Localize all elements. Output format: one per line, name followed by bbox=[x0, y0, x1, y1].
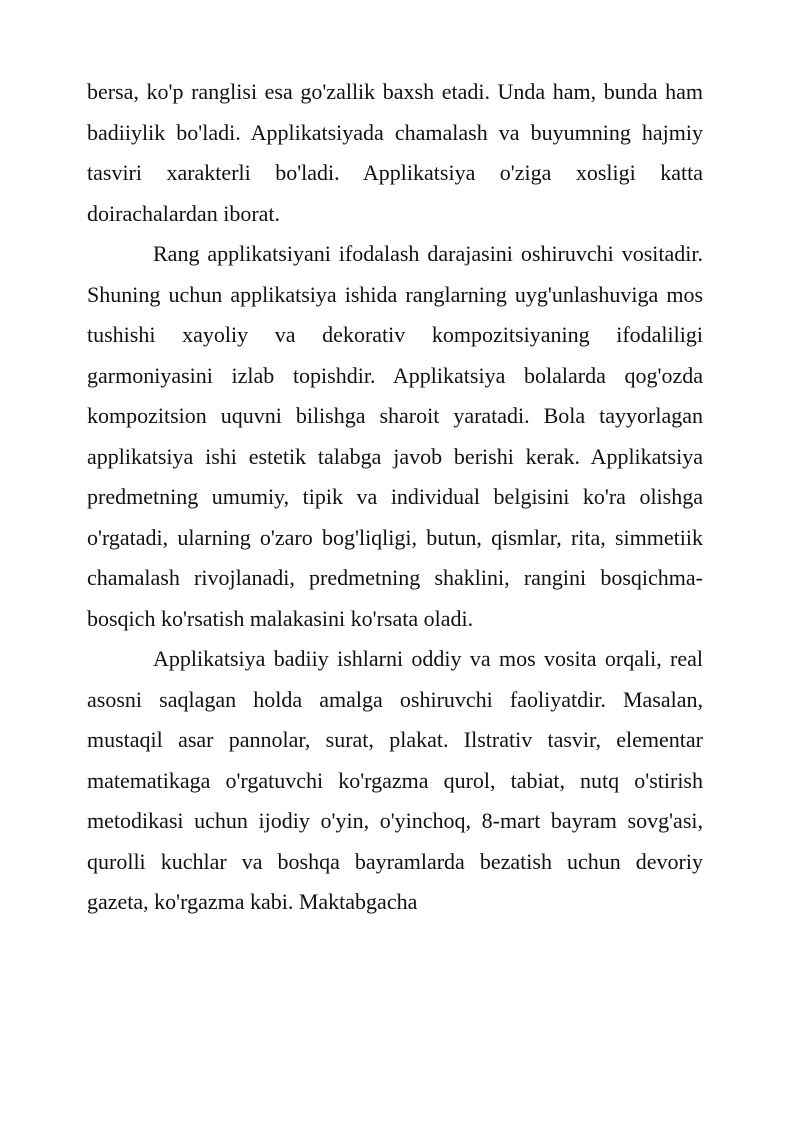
document-body bbox=[87, 72, 703, 923]
paragraph-3: Applikatsiya badiiy ishlarni oddiy va mos vosita orqali, real asosni saqlagan holda amalga oshiruvchi faoliyatdir. Masalan, mustaqil asar pannolar, surat, plakat. Ilstrativ tasvir, elementar matematikaga o'rgatuvchi ko'rgazma qurol, tabiat, nutq o'stirish metodikasi uchun ijodiy o'yin, o'yinchoq, 8-mart bayram sovg'asi, qurolli kuchlar va boshqa bayramlarda bezatish uchun devoriy gazeta, ko'rgazma kabi. Maktabgacha bbox=[87, 646, 703, 914]
paragraph-1: bersa, ko'p ranglisi esa go'zallik baxsh etadi. Unda ham, bunda ham badiiylik bo'ladi. Applikatsiyada chamalash va buyumning hajmiy tasviri xarakterli bo'ladi. Applikatsiya o'ziga xosligi katta doirachalardan iborat. bbox=[87, 79, 703, 226]
paragraph-2: Rang applikatsiyani ifodalash darajasini oshiruvchi vositadir. Shuning uchun applikatsiya ishida ranglarning uyg'unlashuviga mos tushishi xayoliy va dekorativ kompozitsiyaning ifodaliligi garmoniyasini izlab topishdir. Applikatsiya bolalarda qog'ozda kompozitsion uquvni bilishga sharoit yaratadi. Bola tayyorlagan applikatsiya ishi estetik talabga javob berishi kerak. Applikatsiya predmetning umumiy, tipik va individual belgisini ko'ra olishga o'rgatadi, ularning o'zaro bog'liqligi, butun, qismlar, rita, simmetiik chamalash rivojlanadi, predmetning shaklini, rangini bosqichma-bosqich ko'rsatish malakasini ko'rsata oladi. bbox=[87, 241, 703, 631]
